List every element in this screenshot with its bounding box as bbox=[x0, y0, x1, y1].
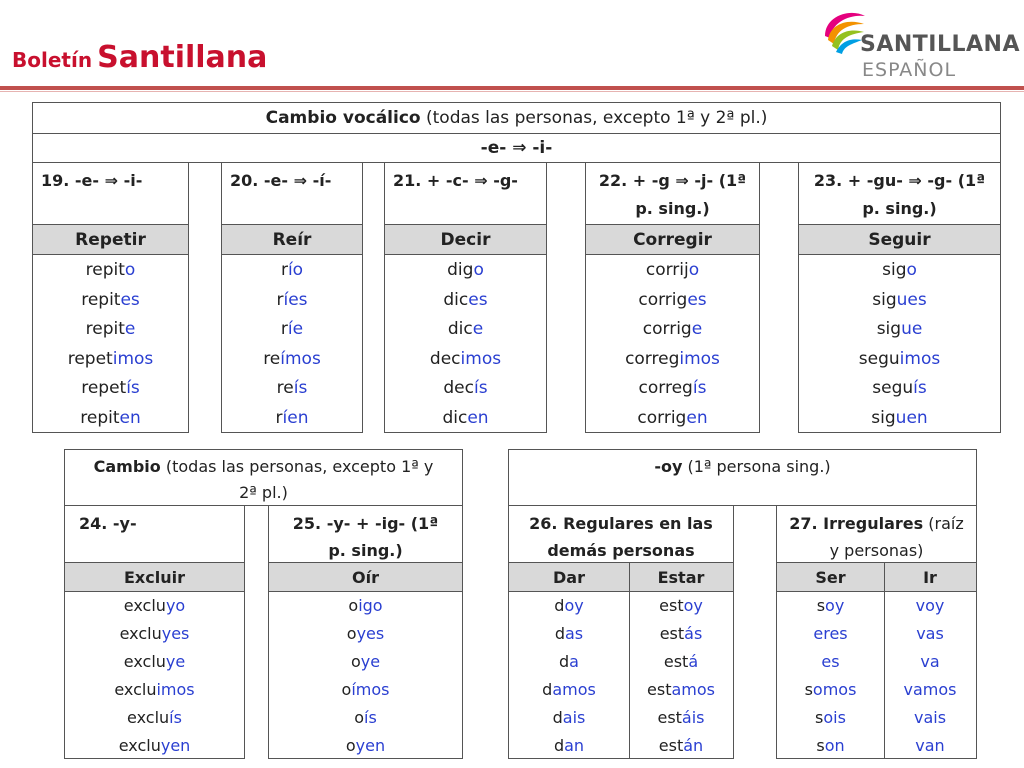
oy-group bbox=[508, 505, 734, 759]
verb-ending: oy bbox=[564, 596, 584, 615]
verb-ending: ís bbox=[126, 378, 140, 398]
change-title-row bbox=[64, 449, 463, 506]
verb-stem: o bbox=[348, 596, 359, 615]
verb-ending: ye bbox=[360, 652, 381, 671]
vowel-change-subtitle: -e- ⇒ -i- bbox=[480, 138, 553, 158]
rule-label: 25. -y- + -ig- (1ª p. sing.) bbox=[292, 514, 439, 560]
verb-header: Decir bbox=[385, 224, 546, 255]
verb-form bbox=[509, 732, 629, 760]
verb-ending: e bbox=[472, 319, 484, 339]
bulletin-title-big: Santillana bbox=[97, 40, 268, 75]
verb-form bbox=[586, 315, 759, 345]
rule-label-text: 26. Regulares en las demás personas bbox=[529, 514, 713, 560]
verb-form bbox=[269, 676, 462, 704]
verb-ending: ues bbox=[896, 289, 927, 310]
verb-form bbox=[65, 704, 244, 732]
verb-header: Reír bbox=[222, 224, 362, 255]
verb-form bbox=[222, 345, 362, 375]
vowel-change-column bbox=[585, 162, 760, 433]
verb-form bbox=[65, 676, 244, 704]
verb-ending: á bbox=[688, 652, 699, 671]
verb-stem: dec bbox=[429, 348, 461, 369]
verb-header: Oír bbox=[269, 562, 462, 592]
vowel-change-column bbox=[384, 162, 547, 433]
verb-ending: e bbox=[124, 319, 136, 339]
verb-stem: est bbox=[657, 708, 682, 727]
verb-stem: repit bbox=[85, 260, 125, 280]
verb-stem: d bbox=[542, 680, 553, 699]
verb-ending: ís bbox=[692, 378, 707, 398]
verb-forms bbox=[222, 256, 362, 433]
rule-label: 22. + -g ⇒ -j- (1ª p. sing.) bbox=[598, 171, 747, 218]
verb-form bbox=[33, 345, 188, 375]
verb-stem: s bbox=[816, 736, 825, 755]
verb-forms bbox=[33, 256, 188, 433]
verb-ending: es bbox=[120, 289, 140, 310]
verb-form bbox=[799, 256, 1000, 286]
verb-ending: en bbox=[467, 407, 489, 428]
vowel-change-title-row bbox=[32, 102, 1001, 134]
verb-ending: o bbox=[906, 260, 917, 280]
verb-ending: uen bbox=[895, 407, 928, 428]
verb-stem: segu bbox=[872, 378, 914, 398]
verb-form bbox=[509, 704, 629, 732]
verb-form bbox=[385, 374, 546, 404]
vowel-change-subtitle-row bbox=[32, 133, 1001, 163]
verb-ending: áis bbox=[681, 708, 705, 727]
vowel-change-column bbox=[798, 162, 1001, 433]
verb-ending: oy bbox=[683, 596, 703, 615]
verb-ending: vas bbox=[916, 624, 944, 643]
verb-form bbox=[269, 620, 462, 648]
verb-ending: amos bbox=[552, 680, 596, 699]
verb-header: Ir bbox=[884, 562, 976, 592]
vowel-change-title-rest: (todas las personas, excepto 1ª y 2ª pl.) bbox=[420, 108, 768, 128]
verb-form bbox=[777, 676, 884, 704]
verb-stem: exclu bbox=[119, 624, 162, 643]
verb-form bbox=[799, 315, 1000, 345]
verb-ending: es bbox=[468, 289, 488, 310]
verb-form bbox=[799, 345, 1000, 375]
verb-forms bbox=[65, 592, 244, 760]
verb-ending: ís bbox=[169, 708, 182, 727]
verb-ending: o bbox=[688, 260, 700, 280]
change-column bbox=[64, 505, 245, 759]
verb-stem: repit bbox=[81, 289, 121, 310]
verb-ending: igo bbox=[358, 596, 383, 615]
verb-form bbox=[385, 286, 546, 316]
verb-ending: vamos bbox=[903, 680, 957, 699]
verb-ending: van bbox=[915, 736, 945, 755]
santillana-logo bbox=[820, 6, 1020, 84]
verb-stem: d bbox=[559, 652, 570, 671]
verb-form bbox=[269, 732, 462, 760]
verb-ending: va bbox=[920, 652, 940, 671]
verb-stem: dic bbox=[442, 407, 468, 428]
verb-stem: exclu bbox=[123, 652, 166, 671]
rule-label bbox=[509, 510, 733, 564]
verb-forms bbox=[586, 256, 759, 433]
verb-stem: exclu bbox=[114, 680, 157, 699]
verb-form bbox=[385, 315, 546, 345]
verb-ending: íen bbox=[282, 407, 309, 428]
verb-ending: en bbox=[119, 407, 141, 428]
verb-forms bbox=[269, 592, 462, 760]
verb-ending: e bbox=[691, 319, 703, 339]
verb-form bbox=[629, 676, 733, 704]
verb-form bbox=[586, 256, 759, 286]
verb-stem: segu bbox=[858, 348, 900, 369]
verb-form bbox=[777, 704, 884, 732]
verb-stem: d bbox=[552, 708, 563, 727]
change-title-rest: (todas las personas, excepto 1ª y 2ª pl.) bbox=[160, 457, 434, 502]
verb-stem: sig bbox=[876, 319, 902, 339]
verb-stem: r bbox=[275, 407, 283, 428]
verb-ending: ío bbox=[287, 260, 304, 280]
verb-ending: on bbox=[824, 736, 845, 755]
verb-form bbox=[884, 732, 976, 760]
verb-stem: exclu bbox=[118, 736, 161, 755]
verb-ending: ís bbox=[364, 708, 377, 727]
verb-stem: d bbox=[553, 736, 565, 755]
verb-forms bbox=[799, 256, 1000, 433]
verb-form bbox=[385, 404, 546, 434]
verb-form bbox=[33, 374, 188, 404]
verb-form bbox=[884, 592, 976, 620]
verb-header: Ser bbox=[777, 562, 884, 592]
verb-stem: correg bbox=[625, 348, 680, 369]
verb-stem: o bbox=[350, 652, 361, 671]
verb-ending: ye bbox=[165, 652, 186, 671]
verb-header: Excluir bbox=[65, 562, 244, 592]
verb-stem: dec bbox=[443, 378, 474, 398]
verb-ending: ís bbox=[293, 378, 308, 398]
column-divider bbox=[629, 562, 630, 759]
verb-ending: vais bbox=[913, 708, 947, 727]
vowel-change-column bbox=[32, 162, 189, 433]
change-title-bold: Cambio bbox=[93, 457, 161, 476]
verb-ending: es bbox=[821, 652, 840, 671]
verb-header: Estar bbox=[629, 562, 733, 592]
verb-stem: sig bbox=[871, 407, 896, 428]
verb-stem: d bbox=[554, 596, 565, 615]
verb-form bbox=[65, 592, 244, 620]
verb-form bbox=[509, 620, 629, 648]
verb-form bbox=[33, 286, 188, 316]
bulletin-title-small: Boletín bbox=[12, 48, 93, 72]
verb-stem: dic bbox=[447, 319, 473, 339]
verb-ending: ás bbox=[684, 624, 703, 643]
verb-stem: corrig bbox=[638, 289, 688, 310]
rule-label: 20. -e- ⇒ -í- bbox=[230, 171, 332, 190]
oy-title-rest: (1ª persona sing.) bbox=[682, 457, 831, 476]
rule-label: 23. + -gu- ⇒ -g- (1ª p. sing.) bbox=[813, 171, 986, 218]
verb-stem: est bbox=[647, 680, 672, 699]
bulletin-title bbox=[12, 40, 267, 75]
rule-label: 19. -e- ⇒ -i- bbox=[41, 171, 143, 190]
verb-stem: re bbox=[276, 378, 294, 398]
verb-ending: en bbox=[686, 407, 708, 428]
verb-form bbox=[629, 592, 733, 620]
verb-form bbox=[222, 256, 362, 286]
verb-stem: corrig bbox=[642, 319, 692, 339]
logo-brand-text: SANTILLANA bbox=[860, 32, 1020, 57]
verb-form bbox=[222, 315, 362, 345]
verb-form bbox=[65, 620, 244, 648]
verb-ending: an bbox=[564, 736, 585, 755]
verb-form bbox=[269, 648, 462, 676]
verb-ending: án bbox=[683, 736, 704, 755]
verb-stem: corrig bbox=[637, 407, 687, 428]
rule-label: 24. -y- bbox=[79, 514, 137, 533]
rule-label bbox=[777, 510, 976, 564]
verb-form bbox=[586, 286, 759, 316]
verb-form bbox=[509, 648, 629, 676]
verb-ending: omos bbox=[812, 680, 857, 699]
verb-ending: o bbox=[473, 260, 484, 280]
verb-form bbox=[799, 286, 1000, 316]
verb-forms bbox=[884, 592, 976, 760]
verb-stem: r bbox=[280, 319, 288, 339]
change-column bbox=[268, 505, 463, 759]
verb-form bbox=[884, 676, 976, 704]
verb-stem: sig bbox=[882, 260, 907, 280]
verb-form bbox=[629, 620, 733, 648]
verb-ending: yes bbox=[161, 624, 190, 643]
verb-stem: repit bbox=[80, 407, 120, 428]
verb-form bbox=[269, 704, 462, 732]
verb-ending: yen bbox=[160, 736, 191, 755]
verb-ending: ís bbox=[474, 378, 488, 398]
verb-ending: ímos bbox=[351, 680, 390, 699]
verb-form bbox=[777, 592, 884, 620]
verb-ending: imos bbox=[460, 348, 502, 369]
verb-form bbox=[884, 648, 976, 676]
verb-forms bbox=[509, 592, 629, 760]
column-divider bbox=[884, 562, 885, 759]
verb-form bbox=[222, 374, 362, 404]
verb-form bbox=[33, 315, 188, 345]
verb-header: Repetir bbox=[33, 224, 188, 255]
verb-forms bbox=[777, 592, 884, 760]
verb-ending: ois bbox=[823, 708, 846, 727]
verb-stem: dic bbox=[443, 289, 469, 310]
verb-ending: yo bbox=[165, 596, 186, 615]
verb-ending: íes bbox=[283, 289, 308, 310]
verb-stem: est bbox=[663, 652, 689, 671]
verb-header: Dar bbox=[509, 562, 629, 592]
verb-stem: re bbox=[263, 348, 281, 369]
verb-ending: es bbox=[687, 289, 707, 310]
rule-label-rest: (raíz y personas) bbox=[829, 514, 964, 560]
verb-stem: correg bbox=[638, 378, 693, 398]
verb-forms bbox=[385, 256, 546, 433]
verb-stem: exclu bbox=[127, 708, 170, 727]
verb-stem: s bbox=[804, 680, 813, 699]
vowel-change-column bbox=[221, 162, 363, 433]
verb-stem: r bbox=[276, 289, 284, 310]
vowel-change-title-bold: Cambio vocálico bbox=[265, 108, 421, 128]
verb-ending: íe bbox=[287, 319, 304, 339]
verb-form bbox=[884, 704, 976, 732]
verb-ending: imos bbox=[679, 348, 720, 369]
verb-form bbox=[65, 732, 244, 760]
verb-form bbox=[586, 345, 759, 375]
verb-header: Corregir bbox=[586, 224, 759, 255]
verb-ending: oy bbox=[825, 596, 845, 615]
verb-ending: yen bbox=[355, 736, 386, 755]
verb-form bbox=[65, 648, 244, 676]
verb-stem: repit bbox=[85, 319, 125, 339]
verb-form bbox=[884, 620, 976, 648]
verb-form bbox=[222, 404, 362, 434]
rule-label-bold: 27. Irregulares bbox=[789, 514, 924, 533]
verb-stem: est bbox=[659, 596, 684, 615]
verb-form bbox=[509, 676, 629, 704]
verb-stem: o bbox=[345, 736, 356, 755]
verb-stem: corrij bbox=[645, 260, 689, 280]
verb-form bbox=[222, 286, 362, 316]
verb-ending: voy bbox=[915, 596, 945, 615]
verb-stem: d bbox=[554, 624, 565, 643]
verb-ending: ís bbox=[913, 378, 927, 398]
verb-ending: imos bbox=[899, 348, 941, 369]
verb-ending: imos bbox=[156, 680, 195, 699]
verb-form bbox=[509, 592, 629, 620]
verb-form bbox=[586, 404, 759, 434]
verb-stem: s bbox=[815, 708, 824, 727]
verb-stem: est bbox=[658, 736, 684, 755]
verb-form bbox=[385, 345, 546, 375]
verb-stem: repet bbox=[67, 348, 113, 369]
verb-form bbox=[799, 404, 1000, 434]
verb-header: Seguir bbox=[799, 224, 1000, 255]
verb-form bbox=[385, 256, 546, 286]
verb-form bbox=[629, 704, 733, 732]
oy-title-bold: -oy bbox=[654, 457, 683, 476]
verb-ending: amos bbox=[671, 680, 715, 699]
logo-sub-text: ESPAÑOL bbox=[862, 59, 957, 81]
verb-stem: sig bbox=[872, 289, 897, 310]
verb-ending: yes bbox=[356, 624, 385, 643]
verb-ending: eres bbox=[813, 624, 848, 643]
verb-form bbox=[777, 732, 884, 760]
rule-label: 21. + -c- ⇒ -g- bbox=[393, 171, 518, 190]
verb-ending: a bbox=[569, 652, 579, 671]
verb-stem: dig bbox=[447, 260, 474, 280]
oy-group bbox=[776, 505, 977, 759]
verb-form bbox=[586, 374, 759, 404]
verb-ending: as bbox=[565, 624, 584, 643]
verb-stem: o bbox=[354, 708, 364, 727]
verb-form bbox=[269, 592, 462, 620]
verb-form bbox=[629, 648, 733, 676]
oy-title-row bbox=[508, 449, 977, 506]
verb-ending: ímos bbox=[280, 348, 321, 369]
verb-stem: est bbox=[659, 624, 685, 643]
verb-ending: ais bbox=[562, 708, 586, 727]
verb-stem: r bbox=[280, 260, 288, 280]
verb-form bbox=[799, 374, 1000, 404]
verb-form bbox=[33, 256, 188, 286]
verb-form bbox=[777, 648, 884, 676]
verb-stem: exclu bbox=[123, 596, 166, 615]
verb-form bbox=[33, 404, 188, 434]
verb-stem: o bbox=[346, 624, 357, 643]
header-divider bbox=[0, 86, 1024, 90]
verb-stem: s bbox=[816, 596, 826, 615]
verb-form bbox=[777, 620, 884, 648]
verb-ending: ue bbox=[901, 319, 923, 339]
verb-form bbox=[629, 732, 733, 760]
verb-forms bbox=[629, 592, 733, 760]
verb-stem: o bbox=[341, 680, 352, 699]
verb-ending: o bbox=[124, 260, 136, 280]
header-divider-thin bbox=[0, 91, 1024, 92]
verb-stem: repet bbox=[81, 378, 127, 398]
verb-ending: imos bbox=[112, 348, 154, 369]
